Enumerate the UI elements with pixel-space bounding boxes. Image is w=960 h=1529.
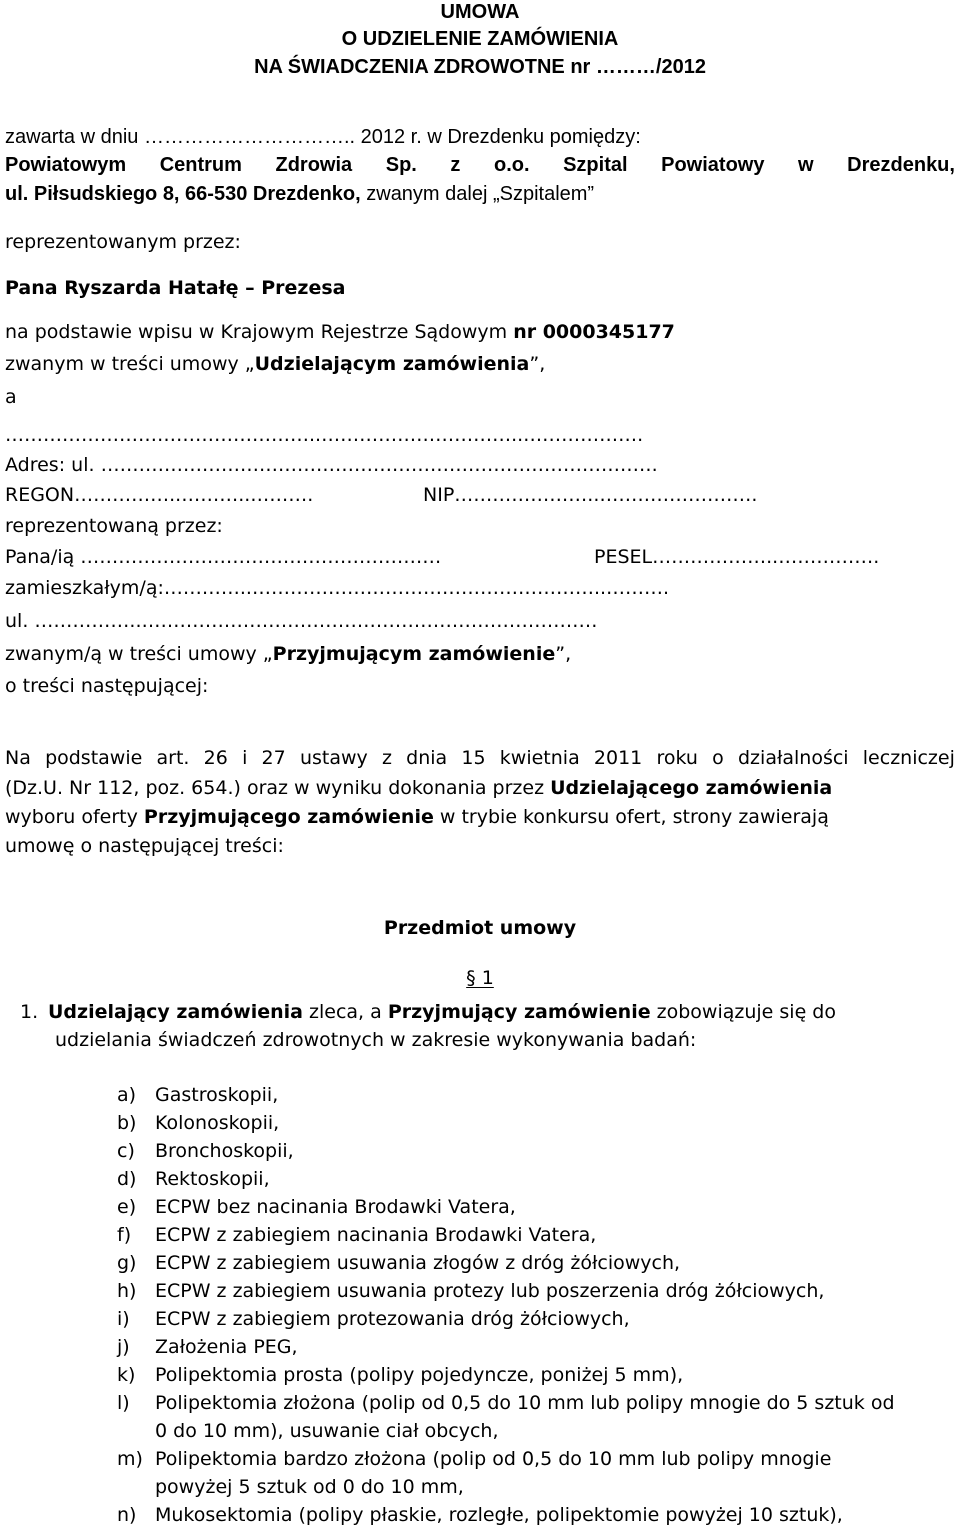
item-letter: k)	[117, 1364, 136, 1386]
point-number: 1.	[20, 1001, 39, 1023]
title-udzielenie: O UDZIELENIE ZAMÓWIENIA	[341, 28, 619, 50]
basis-word: 15	[461, 747, 486, 769]
paragraph-number: § 1	[466, 967, 494, 989]
basis-word: o	[712, 747, 724, 769]
krs-line	[5, 320, 675, 344]
contractor-called-suffix: ”,	[555, 643, 572, 665]
basis-word: 27	[261, 747, 286, 769]
basis-word: i	[242, 747, 248, 769]
item-text: Kolonoskopii,	[155, 1112, 280, 1134]
paragraph-mark	[0, 966, 960, 990]
president-line: Pana Ryszarda Hatałę – Prezesa	[5, 277, 346, 299]
contractor-role-name: Przyjmującym zamówienie	[272, 643, 556, 665]
nip-label: NIP	[423, 484, 455, 506]
title-umowa: UMOWA	[440, 1, 520, 23]
item-letter: j)	[117, 1336, 130, 1358]
item-letter: g)	[117, 1252, 137, 1274]
resident-dots: …………..………………………………………………..……….	[163, 577, 670, 599]
entity-word: Sp.	[385, 154, 417, 176]
item-letter: d)	[117, 1168, 137, 1190]
basis-word: podstawie	[45, 747, 143, 769]
resident-line	[5, 576, 950, 600]
regon-line	[5, 483, 313, 507]
basis-line-1	[5, 746, 955, 770]
regon-label: REGON	[5, 484, 75, 506]
item-text: Mukosektomia (polipy płaskie, rozległe, polipektomie powyżej 10 sztuk),	[155, 1504, 843, 1526]
point-ordering-party: Udzielający zamówienia	[48, 1001, 303, 1023]
contractor-address-line	[5, 453, 950, 477]
basis-line-4: umowę o następującej treści:	[5, 835, 284, 857]
item-letter: e)	[117, 1196, 137, 1218]
point-line-2: udzielania świadczeń zdrowotnych w zakresie wykonywania badań:	[55, 1029, 697, 1051]
ordering-party-line	[5, 352, 545, 376]
pesel-dots: ………………..…………….	[652, 546, 880, 568]
represented-by-line: reprezentowanym przez:	[5, 231, 241, 253]
item-text: ECPW z zabiegiem nacinania Brodawki Vatera,	[155, 1224, 597, 1246]
item-text: Polipektomia bardzo złożona (polip od 0,5 do 10 mm lub polipy mnogie	[155, 1448, 832, 1470]
item-text-continued: powyżej 5 sztuk od 0 do 10 mm,	[155, 1476, 464, 1498]
item-text: Polipektomia prosta (polipy pojedyncze, poniżej 5 mm),	[155, 1364, 684, 1386]
basis-word: z	[381, 747, 392, 769]
basis-word: 26	[203, 747, 228, 769]
entity-word: Powiatowym	[5, 154, 127, 176]
basis-citation: (Dz.U. Nr 112, poz. 654.)	[5, 777, 241, 799]
point-text-1: zleca, a	[302, 1001, 388, 1023]
address-label: Adres: ul.	[5, 454, 101, 476]
regon-dots: ……………..………..……….	[74, 484, 314, 506]
and-line: a	[5, 386, 17, 408]
item-letter: c)	[117, 1140, 135, 1162]
pan-dots: …………………………………………………	[80, 546, 442, 568]
pesel-label: PESEL	[594, 546, 653, 568]
basis-word: leczniczej	[862, 747, 955, 769]
entity-word: Centrum	[159, 154, 242, 176]
entity-word: z	[450, 154, 461, 176]
basis-ordering-party: Udzielającego zamówienia	[550, 777, 833, 799]
section-title: Przedmiot umowy	[383, 917, 577, 939]
entity-line	[5, 153, 955, 177]
entity-word: w	[798, 154, 814, 176]
item-text-continued: 0 do 10 mm), usuwanie ciał obcych,	[155, 1420, 499, 1442]
item-letter: a)	[117, 1084, 137, 1106]
hospital-address: ul. Piłsudskiego 8, 66-530 Drezdenko,	[5, 183, 361, 205]
address-dots: …………………………………………………………………………….	[100, 454, 658, 476]
title-swiadczenia: NA ŚWIADCZENIA ZDROWOTNE nr ………/2012	[254, 56, 706, 78]
item-text: ECPW z zabiegiem usuwania złogów z dróg żółciowych,	[155, 1252, 681, 1274]
pan-label: Pana/ią	[5, 546, 81, 568]
basis-word: Na	[5, 747, 31, 769]
item-text: ECPW bez nacinania Brodawki Vatera,	[155, 1196, 516, 1218]
contractor-called-line	[5, 642, 571, 666]
item-text: Polipektomia złożona (polip od 0,5 do 10 mm lub polipy mnogie do 5 sztuk od	[155, 1392, 895, 1414]
point-contractor: Przyjmujący zamówienie	[387, 1001, 651, 1023]
street-dots: ……………..………………………………………………………………	[34, 610, 598, 632]
item-letter: h)	[117, 1280, 137, 1302]
basis-text-a: wyboru oferty	[5, 806, 144, 828]
item-text: Bronchoskopii,	[155, 1140, 294, 1162]
item-letter: n)	[117, 1504, 137, 1526]
entity-word: Powiatowy	[661, 154, 765, 176]
called-suffix: ”,	[529, 353, 546, 375]
basis-word: dnia	[406, 747, 448, 769]
address-line	[5, 182, 594, 206]
item-text: Założenia PEG,	[155, 1336, 298, 1358]
entity-word: Szpital	[563, 154, 628, 176]
krs-prefix: na podstawie wpisu w Krajowym Rejestrze Sądowym	[5, 321, 514, 343]
item-letter: i)	[117, 1308, 130, 1330]
basis-word: 2011	[593, 747, 643, 769]
nip-line	[423, 483, 757, 507]
item-letter: m)	[117, 1448, 143, 1470]
krs-number: nr 0000345177	[513, 321, 675, 343]
following-line: o treści następującej:	[5, 675, 209, 697]
street-line	[5, 609, 950, 633]
basis-word: roku	[656, 747, 698, 769]
resident-label: zamieszkałym/ą:	[5, 577, 164, 599]
basis-text: oraz w wyniku dokonania przez	[240, 777, 551, 799]
item-text: ECPW z zabiegiem protezowania dróg żółciowych,	[155, 1308, 630, 1330]
item-letter: b)	[117, 1112, 137, 1134]
item-text: Rektoskopii,	[155, 1168, 270, 1190]
basis-word: art.	[156, 747, 190, 769]
basis-line-2	[5, 776, 832, 800]
hospital-alias: zwanym dalej „Szpitalem”	[360, 183, 595, 205]
basis-word: ustawy	[299, 747, 368, 769]
concluded-line: zawarta w dniu ………………………….. 2012 r. w Drezdenku pomiędzy:	[5, 126, 641, 148]
basis-text-b: w trybie konkursu ofert, strony zawierają	[433, 806, 829, 828]
basis-contractor: Przyjmującego zamówienie	[143, 806, 434, 828]
item-letter: l)	[117, 1392, 130, 1414]
basis-line-3	[5, 805, 829, 829]
item-text: Gastroskopii,	[155, 1084, 279, 1106]
ordering-party-name: Udzielającym zamówienia	[254, 353, 530, 375]
contractor-name-dots: …………………………………………..…………………………..……………….	[5, 424, 644, 446]
entity-word: Zdrowia	[275, 154, 353, 176]
point-line-1	[48, 1000, 836, 1024]
basis-word: kwietnia	[499, 747, 580, 769]
item-letter: f)	[117, 1224, 132, 1246]
entity-word: Drezdenku,	[847, 154, 955, 176]
pesel-line	[594, 545, 879, 569]
called-prefix: zwanym w treści umowy „	[5, 353, 255, 375]
nip-dots: …………………..…………………….	[454, 484, 758, 506]
item-text: ECPW z zabiegiem usuwania protezy lub poszerzenia dróg żółciowych,	[155, 1280, 825, 1302]
contractor-called-prefix: zwanym/ą w treści umowy „	[5, 643, 273, 665]
point-text-2: zobowiązuje się do	[650, 1001, 836, 1023]
contractor-represented-line: reprezentowaną przez:	[5, 515, 223, 537]
pan-line	[5, 545, 441, 569]
basis-word: działalności	[738, 747, 849, 769]
street-label: ul.	[5, 610, 35, 632]
entity-word: o.o.	[493, 154, 530, 176]
